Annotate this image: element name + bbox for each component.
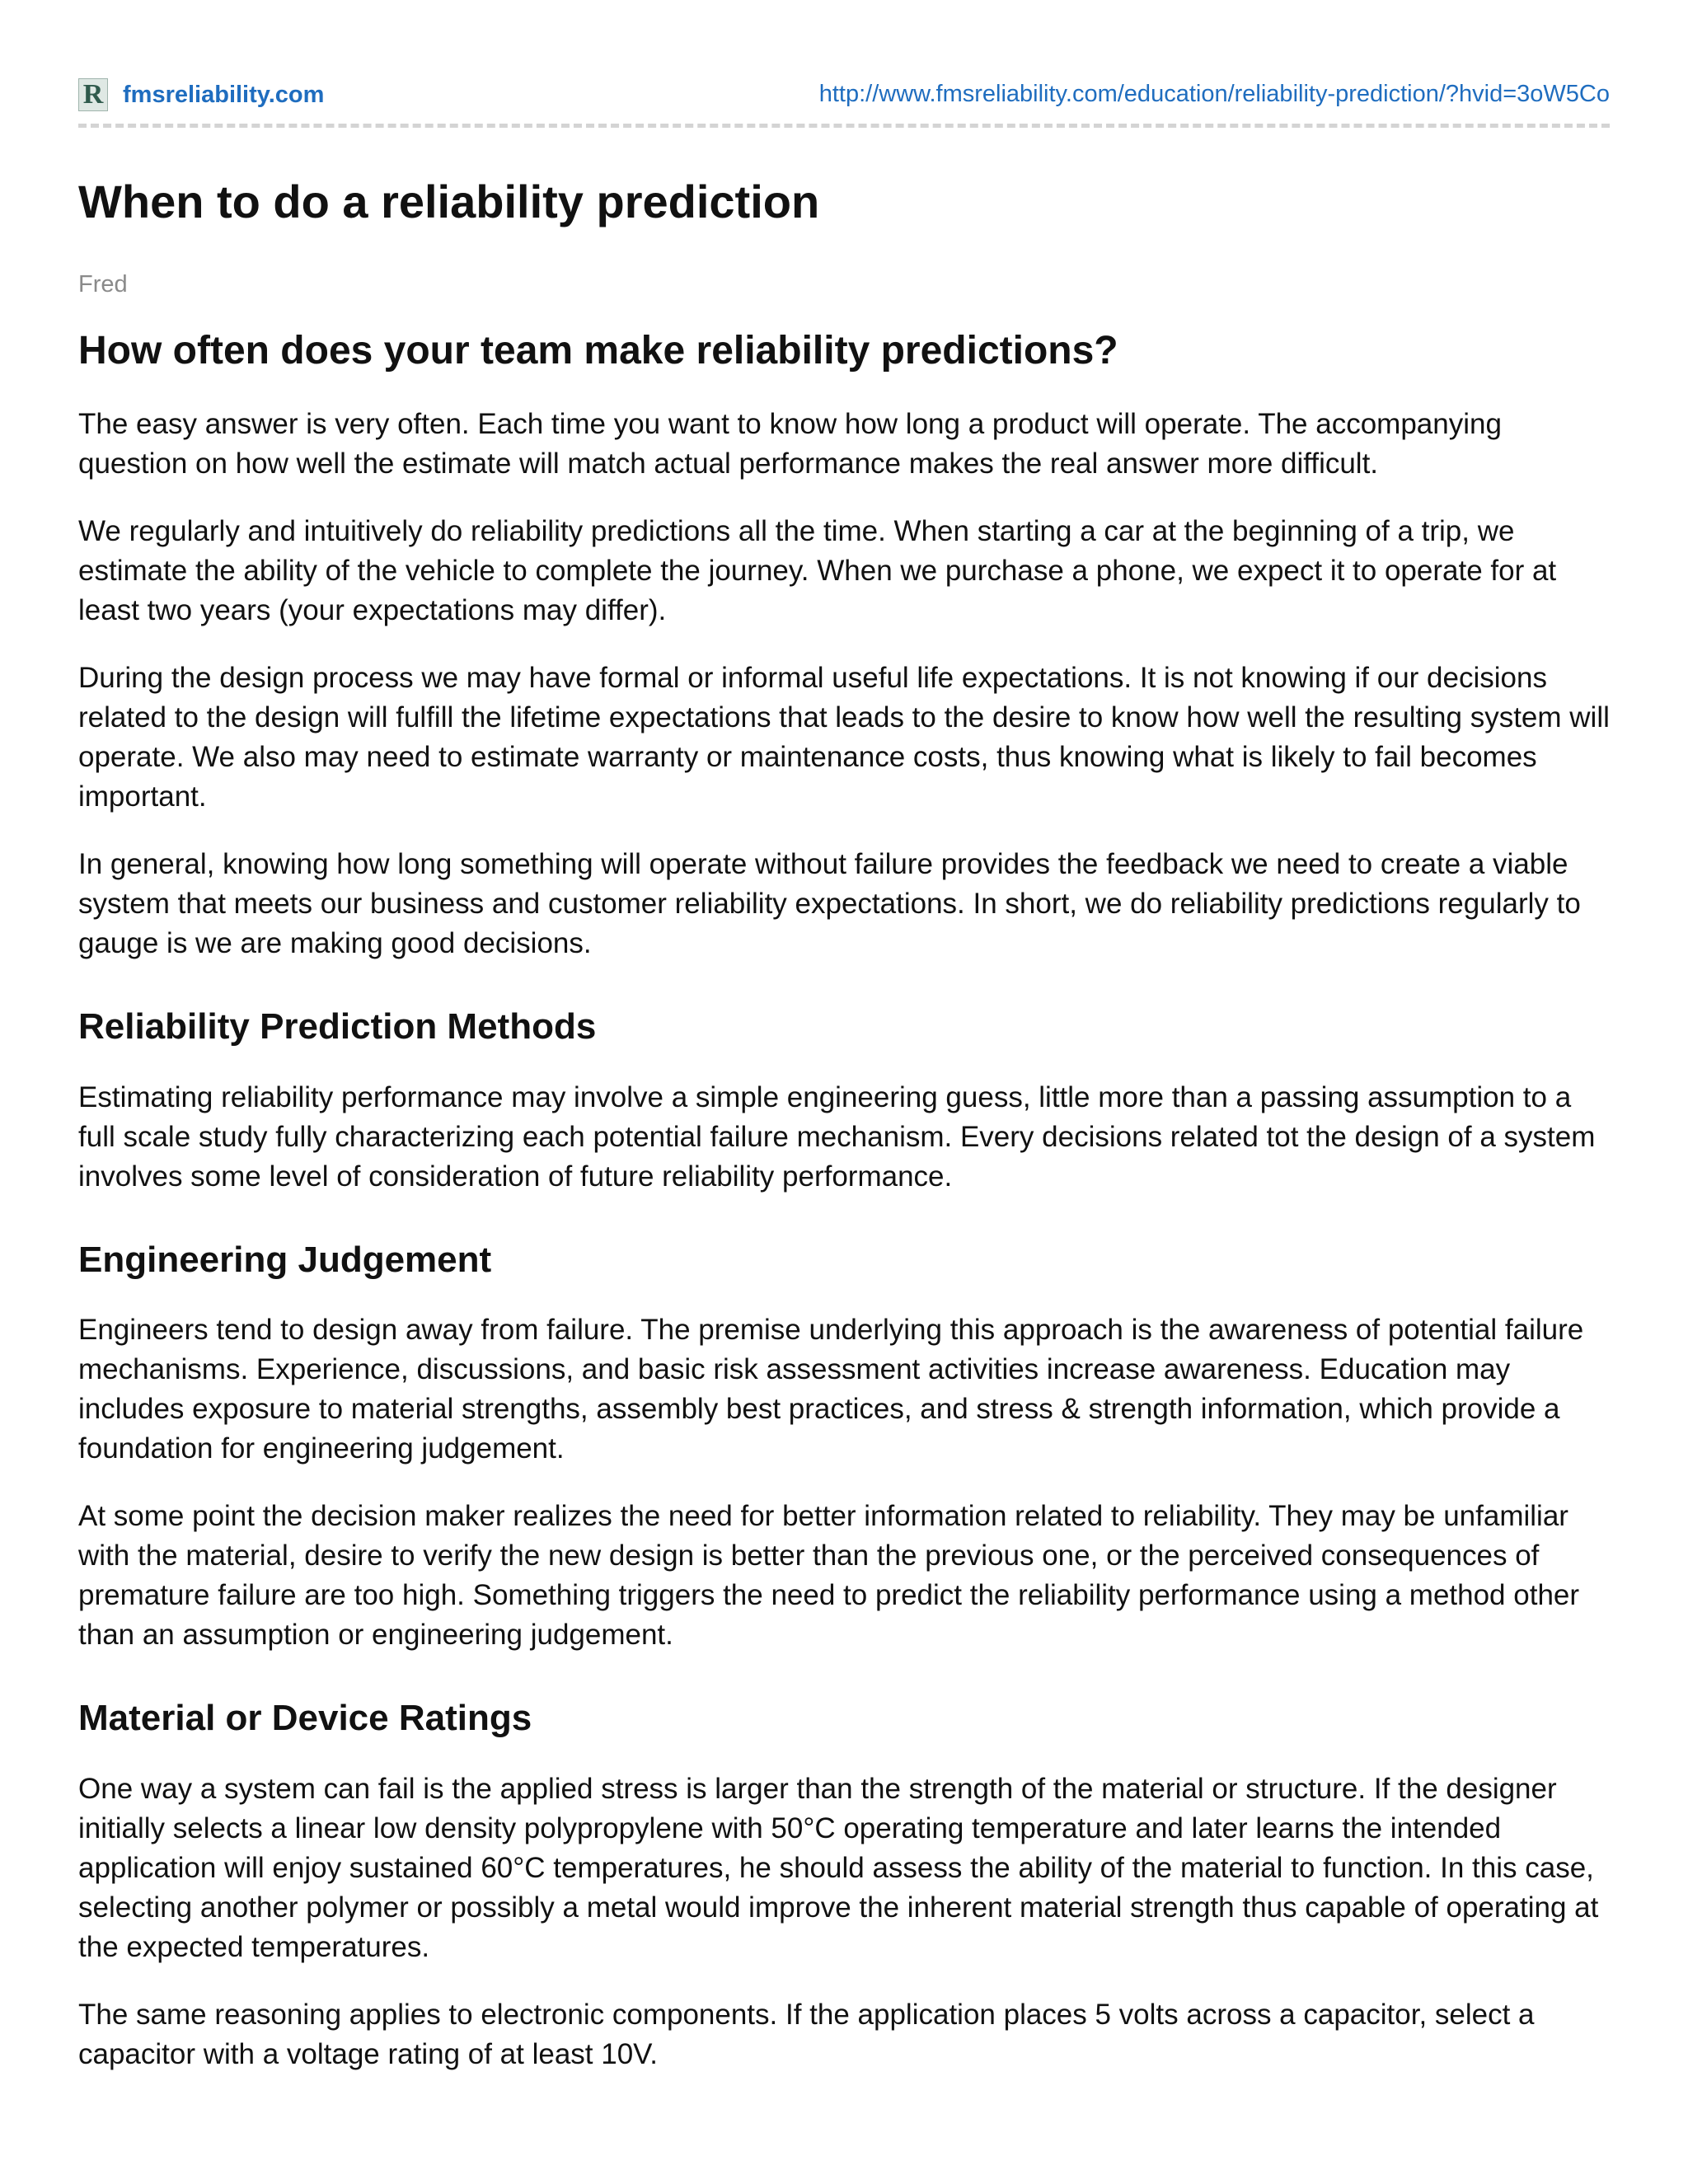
page-url-link[interactable]: http://www.fmsreliability.com/education/reliability-prediction/?hvid=3oW5Co bbox=[818, 81, 1610, 107]
section-paragraph: The same reasoning applies to electronic components. If the application places 5 volts across a capacitor, select a capacitor with a voltage rating of at least 10V. bbox=[78, 1998, 1535, 2070]
intro-paragraph: In general, knowing how long something will operate without failure provides the feedback we need to create a viable system that meets our business and customer reliability expectations. In short, we do reliability predictions regularly to gauge is we are making good decisions. bbox=[78, 848, 1581, 960]
intro-paragraph: The easy answer is very often. Each time you want to know how long a product will operate. The accompanying question on how well the estimate will match actual performance makes the real answer more difficult. bbox=[78, 408, 1502, 480]
header-divider bbox=[78, 124, 1610, 128]
section-paragraph: Estimating reliability performance may involve a simple engineering guess, little more than a passing assumption to a full scale study fully characterizing each potential failure mechanism. Every decisions related tot the design of a system involves some level of consideration of future reliability performance. bbox=[78, 1080, 1596, 1193]
article-subtitle: How often does your team make reliability predictions? bbox=[78, 329, 1118, 373]
section-heading-prediction-methods: Reliability Prediction Methods bbox=[78, 1006, 597, 1047]
site-logo-icon: R bbox=[78, 78, 108, 111]
article-author: Fred bbox=[78, 271, 128, 298]
site-brand[interactable] bbox=[78, 77, 324, 112]
article-body bbox=[78, 328, 1610, 2102]
section-paragraph: At some point the decision maker realizes the need for better information related to reliability. They may be unfamiliar with the material, desire to verify the new design is better than the previous one, or the perceived consequences of premature failure are too high. Something triggers the need to predict the reliability performance using a method other than an assumption or engineering judgement. bbox=[78, 1500, 1580, 1652]
site-name-link[interactable]: fmsreliability.com bbox=[123, 81, 325, 108]
page-header bbox=[78, 0, 1610, 128]
intro-paragraph: During the design process we may have formal or informal useful life expectations. It is not knowing if our decisions related to the design will fulfill the lifetime expectations that leads to the desire to know how well the resulting system will operate. We also may need to estimate warranty or maintenance costs, thus knowing what is likely to fail becomes important. bbox=[78, 662, 1610, 813]
section-heading-material-ratings: Material or Device Ratings bbox=[78, 1698, 532, 1739]
section-heading-engineering-judgement: Engineering Judgement bbox=[78, 1239, 492, 1280]
intro-paragraph: We regularly and intuitively do reliability predictions all the time. When starting a car at the beginning of a trip, we estimate the ability of the vehicle to complete the journey. When we purchase a phone, we expect it to operate for at least two years (your expectations may differ). bbox=[78, 515, 1557, 627]
article-title: When to do a reliability prediction bbox=[78, 176, 820, 227]
section-paragraph: Engineers tend to design away from failure. The premise underlying this approach is the awareness of potential failure mechanisms. Experience, discussions, and basic risk assessment activities increase awareness. Education may includes exposure to material strengths, assembly best practices, and stress & strength information, which provide a foundation for engineering judgement. bbox=[78, 1314, 1584, 1465]
page bbox=[78, 0, 1610, 2070]
section-paragraph: One way a system can fail is the applied stress is larger than the strength of the material or structure. If the designer initially selects a linear low density polypropylene with 50°C operating temperature and later learns the intended application will enjoy sustained 60°C temperatures, he should assess the ability of the material to function. In this case, selecting another polymer or possibly a metal would improve the inherent material strength thus capable of operating at the expected temperatures. bbox=[78, 1772, 1599, 1963]
